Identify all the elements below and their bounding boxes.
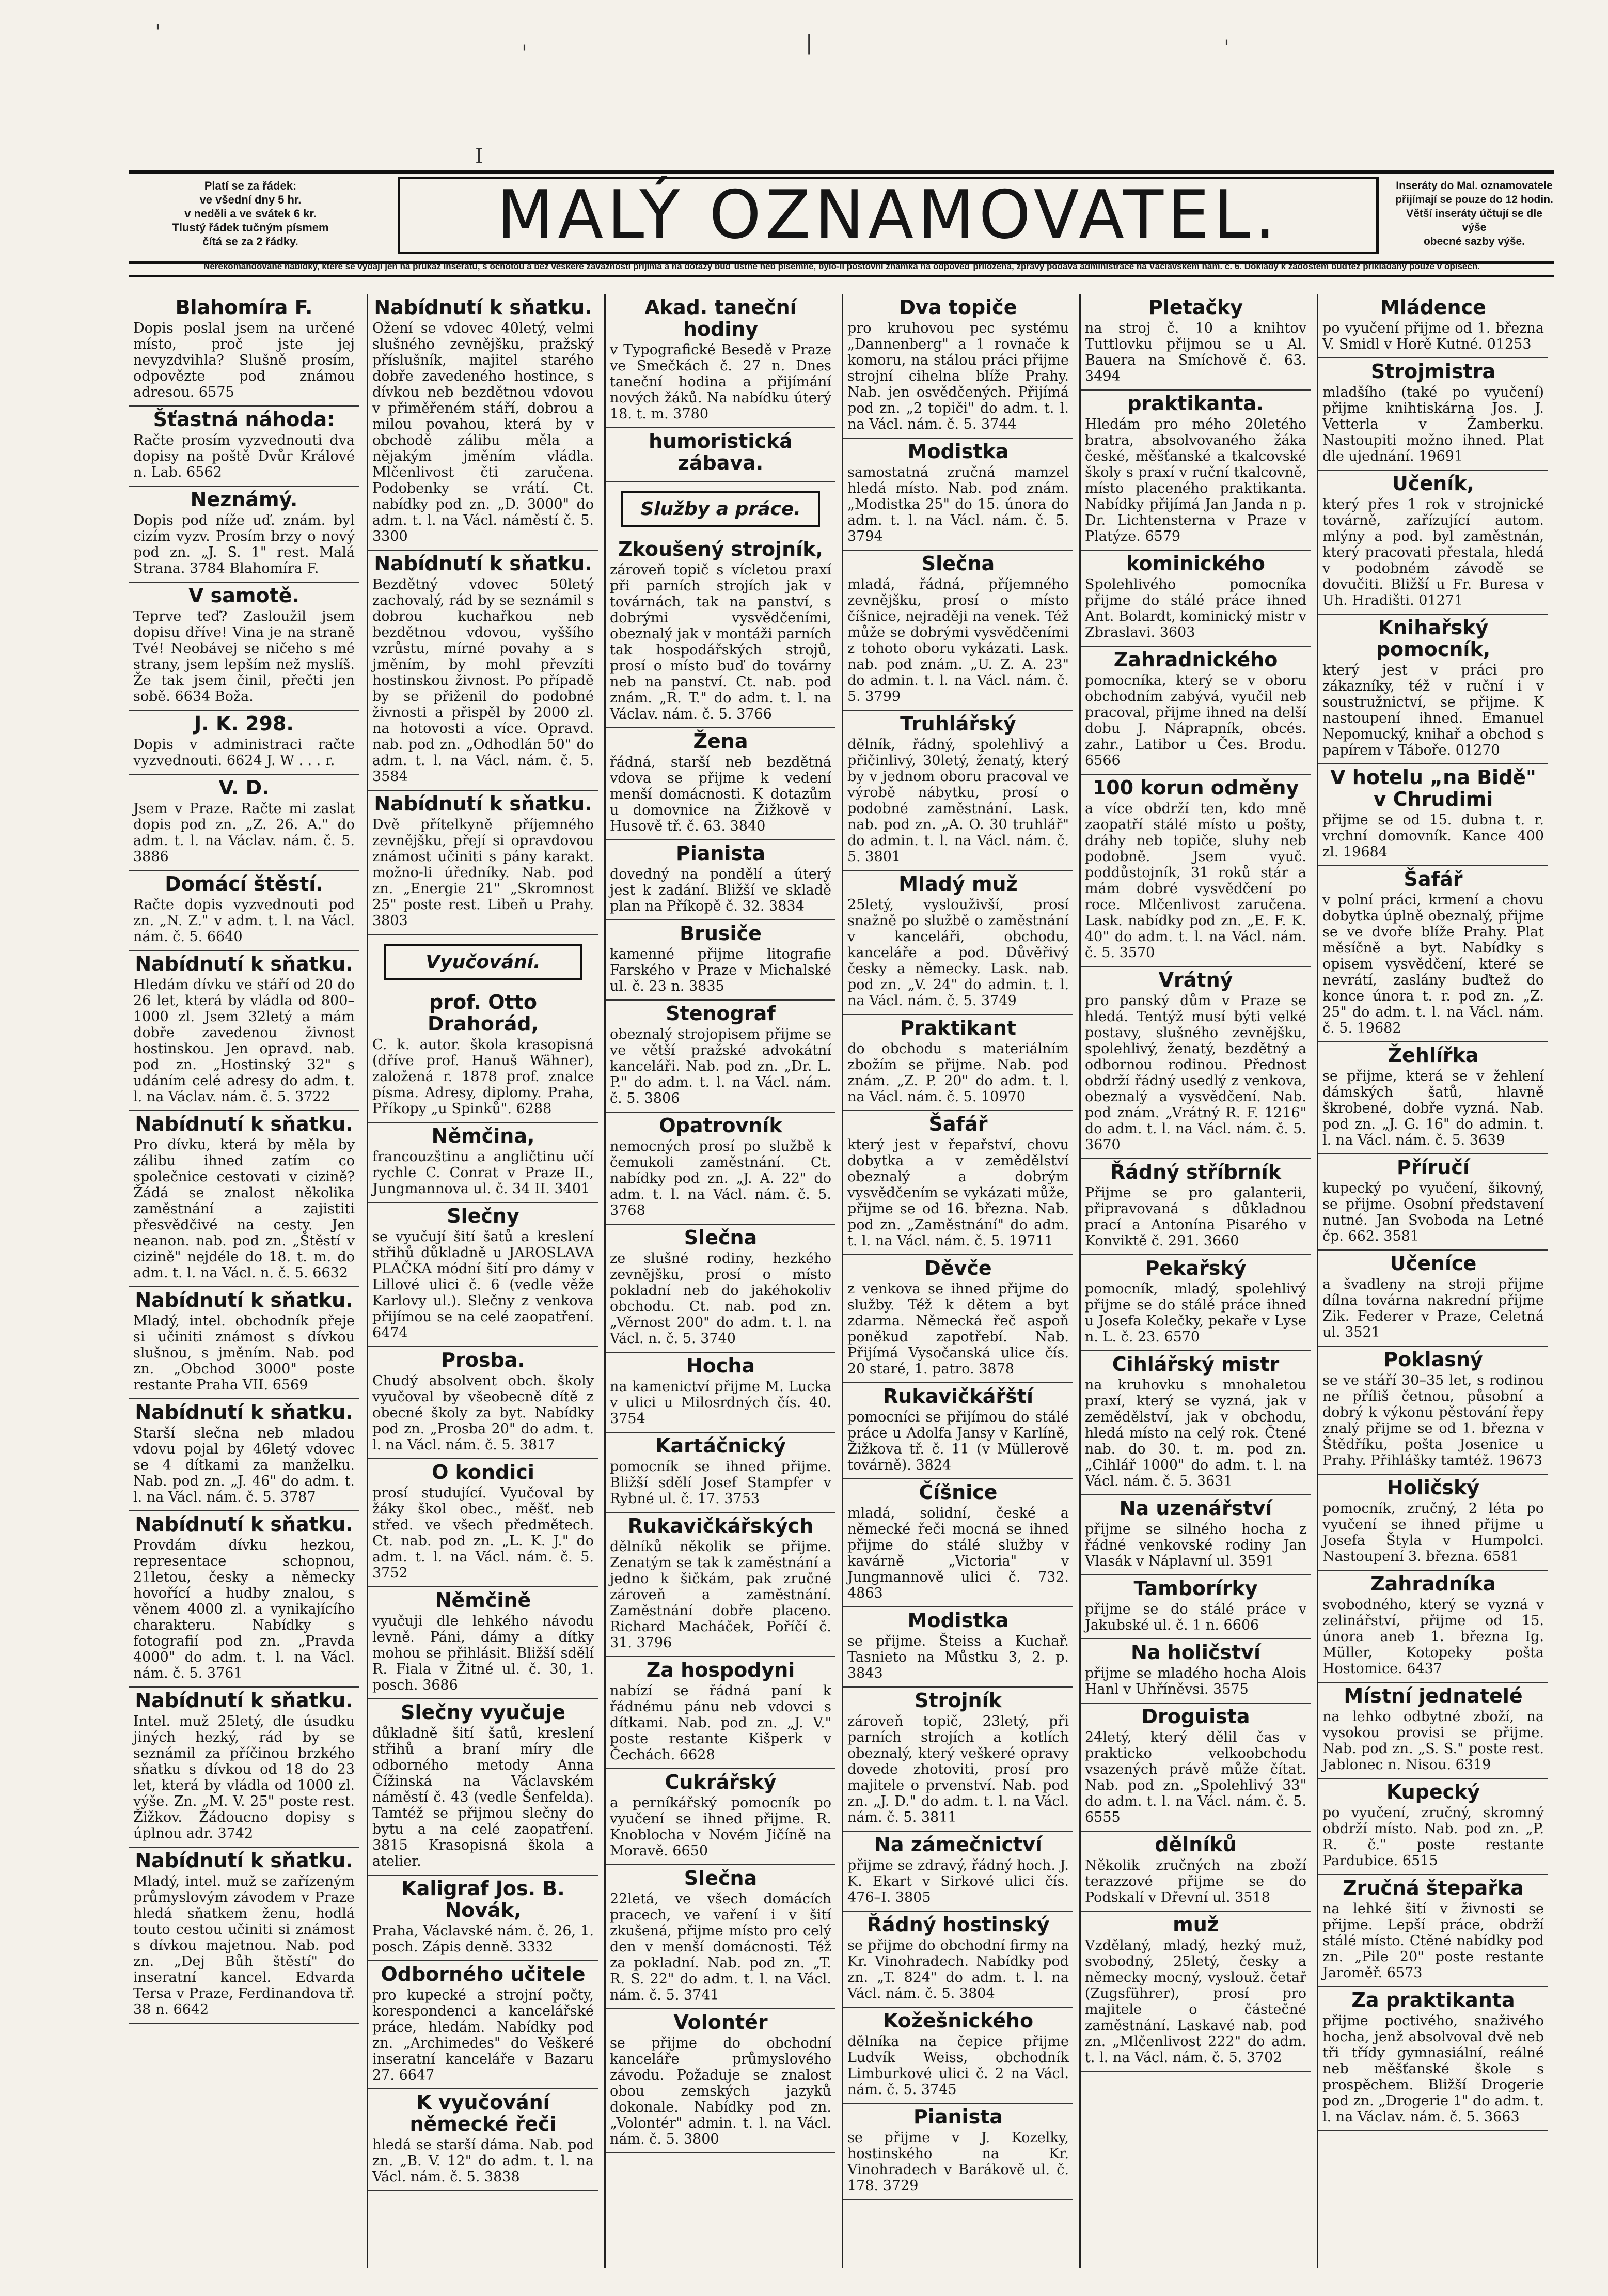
ad-text: a perníkářský pomocník po vyučení se ihned přijme. R. Knoblocha v Novém Jičíně na Moravě. 6650 [610,1795,831,1859]
ad-title: praktikanta. [1127,392,1264,415]
ad-title: Dva topiče [899,296,1017,319]
ad-text: nemocných prosí po službě k čemukoli zaměstnání. Ct. nabídky pod zn. „J. A. 22" do adm. t. l. na Václ. nám. č. 5. 3768 [610,1138,831,1219]
classified-ad [1318,1042,1548,1154]
ad-column [1079,294,1311,2268]
ad-text: obeznalý strojopisem přijme se ve větší pražské advokátní kanceláři. Nab. pod zn. „Dr. L. P." do adm. t. l. na Václ. nám. č. 5. 3806 [610,1026,831,1106]
price-line: Platí se za řádek: [204,179,297,192]
ad-text: se vyučují šití šatů a kreslení střihů důkladně u JAROSLAVA PLAČKA módní šití pro dámy v Lillové ulici č. 6 (vedle věže Karlovy ul.). Slečny z venkova přijímou se na celé zaopatření. 6474 [372,1229,594,1341]
ad-text: vyučuji dle lehkého návodu levně. Páni, dámy a dítky mohou se přihlásit. Bližší sdělí R. Fiala v Žitné ul. č. 30, 1. posch. 3686 [372,1613,594,1693]
ad-text: pomocníka, který se v oboru obchodním zabývá, vyučil neb pracoval, přijme ihned na delší dobu J. Náprapník, obcés. zahr., Latibor u Čes. Brodu. 6566 [1085,673,1306,769]
classified-ad [368,2089,598,2191]
ad-title: Slečna [684,1867,758,1889]
ad-title: Za praktikanta [1351,1989,1515,2011]
ad-text: Starší slečna neb mladou vdovu pojal by 46letý vdovec se 4 dítkami za manželku. Nab. pod zn. „J. 46" do adm. t. l. na Václ. nám. č. 5. 3787 [133,1425,355,1505]
ad-title: Číšnice [919,1481,998,1504]
ad-text: Hledám pro mého 20letého bratra, absolvovaného žáka české, měšťanské a tkalcovské školy s praxí v ruční tkalcovně, místo placeného praktikanta. Nabídky přijímá Jan Janda n p. Dr. Lichtensterna v Praze v Platýze. 6579 [1085,416,1306,544]
ad-title: Šafář [1404,868,1463,891]
ad-title: Blahomíra F. [175,296,313,319]
ad-title: Za hospodyni [646,1659,795,1681]
classified-ad [129,951,359,1111]
ad-title: Šafář [928,1113,988,1135]
scan-mark: | [806,31,813,55]
classified-ad [843,871,1073,1015]
classified-ad [843,1912,1073,2008]
ad-text: a švadleny na stroji přijme dílna továrna nakrední přijme Zik. Federer v Praze, Celetná ul. 3521 [1322,1276,1544,1340]
classified-ad [368,1123,598,1203]
ad-text: Několik zručných na zboží terazzové přijme se do Podskalí v Dřevní ul. 3518 [1085,1857,1306,1905]
ad-title: Nabídnutí k sňatku. [135,1289,353,1311]
ad-text: Dopis pod níže uď. znám. byl cizím vyzv. Prosím brzy o nový pod zn. „J. S. 1" rest. Malá Strana. 3784 Blahomíra F. [133,512,355,576]
classified-ad [1318,471,1548,615]
classified-ad [1081,1832,1311,1912]
classified-ad [606,1433,835,1513]
ad-text: ze slušné rodiny, hezkého zevnějšku, prosí o místo pokladní neb do jakéhokoliv obchodu. Ct. nab. pod zn. „Věrnost 200" do adm. t. l. na Václ. n. č. 5. 3740 [610,1251,831,1347]
ad-title: muž [1173,1913,1219,1936]
section-heading: Vyučování. [384,944,582,980]
ad-text: který jest v řepařství, chovu dobytka a v zemědělství obeznalý a dobrým vysvědčením se vykázati může, přijme se od 16. března. Nab. pod zn. „Zaměstnání" do adm. t. l. na Václ. nám. č. 5. 19711 [847,1137,1069,1249]
classified-ad [606,840,835,920]
classified-ad [368,1203,598,1347]
classified-ad [606,2009,835,2153]
classified-ad [606,1225,835,1353]
ad-title: Praktikant [900,1017,1016,1039]
ad-title: Odborného učitele [381,1963,586,1986]
classified-ad [1318,1987,1548,2131]
ad-text: na stroj č. 10 a knihtov Tuttlovku přijmou se u Al. Bauera na Smíchově č. 63. 3494 [1085,320,1306,384]
classified-ad [129,871,359,951]
ad-text: Spolehlivého pomocníka přijme do stálé práce ihned Ant. Bolardt, kominický mistr v Zbraslavi. 3603 [1085,576,1306,641]
ad-title: Řádný stříbrník [1110,1161,1281,1183]
ad-text: pomocník se ihned přijme. Bližší sdělí Josef Stampfer v Rybné ul. č. 17. 3753 [610,1459,831,1507]
ad-title: Neznámý. [190,488,298,511]
classified-ad [606,1113,835,1225]
classified-ad [129,1848,359,2024]
ad-text: hledá se starší dáma. Nab. pod zn. „B. V. 12" do adm. t. l. na Václ. nám. č. 5. 3838 [372,2137,594,2185]
classified-ad [606,294,835,428]
ad-title: Zkoušený strojník, [618,538,823,560]
ad-title: humoristická zábava. [649,430,793,474]
classified-ad [1081,1255,1311,1351]
ad-title: Pianista [675,842,766,865]
classified-ad [1081,775,1311,967]
ad-text: po vyučení, zručný, skromný obdrží místo. Nab. pod zn. „P. R. č." poste restante Pardubice. 6515 [1322,1805,1544,1869]
classified-ad [606,536,835,728]
classified-ad [1318,358,1548,471]
classified-ad [843,1383,1073,1479]
ad-text: mladšího (také po vyučení) přijme knihtiskárna Jos. J. Vetterla v Žamberku. Nastoupiti možno ihned. Plat dle ujednání. 19691 [1322,384,1544,464]
ad-text: pomocník, mladý, spolehlivý přijme se do stálé práce ihned u Josefa Kolečky, pekaře v Lyse n. L. č. 23. 6570 [1085,1281,1306,1345]
ad-title: Pekařský [1145,1257,1247,1279]
ad-title: Žehlířka [1388,1044,1479,1067]
ad-text: na kruhovku s mnohaletou praxí, který se vyzná, jak v zemědělství, jak v obchodu, hledá místo na celý rok. Čtené nab. do 30. t. m. pod zn. „Cihlář 1000" do adm. t. l. na Václ. nám. č. 5. 3631 [1085,1377,1306,1489]
classified-ad [1318,1475,1548,1571]
ad-title: Prosba. [441,1349,525,1371]
ad-columns [129,294,1554,2268]
ad-text: Dopis v administraci račte vyzvednouti. 6624 J. W . . . r. [133,737,355,769]
classified-ad [368,551,598,791]
price-line: čítá se za 2 řádky. [202,235,298,248]
classified-ad [1081,294,1311,391]
ad-text: kupecký po vyučení, šikovný, se přijme. Osobní představení nutné. Jan Svoboda na Letné čp. 662. 3581 [1322,1180,1544,1244]
ad-text: Pro dívku, která by měla by zálibu ihned zatím co společnice cestovati v cizině? Žádá se znalost několika zaměstnání a zajistiti přesvědčivé na cesty. Jen neanon. nab. pod zn. „Štěstí v cizině" nejdéle do 18. t. m. do adm. t. l. na Václ. n. č. 5. 6632 [133,1137,355,1281]
classified-ad [843,439,1073,551]
page-title: MALÝ OZNAMOVATEL. [398,177,1379,254]
ad-text: mladá, solidní, české a německé řeči mocná se ihned přijme do stálé služby v kavárně „Victoria" v Jungmannově ulici č. 732. 4863 [847,1505,1069,1601]
ad-title: Na holičství [1131,1641,1260,1664]
ad-text: Dopis poslal jsem na určené místo, proč jste jej nevyzdvihla? Slušně prosím, odpovězte pod známou adresou. 6575 [133,320,355,400]
ad-title: Kartáčnický [655,1434,786,1457]
classified-ad [129,1399,359,1511]
classified-ad [1318,1571,1548,1683]
ad-title: 100 korun odměny [1092,776,1299,799]
ad-text: v polní práci, krmení a chovu dobytka úplně obeznalý, přijme se ve dvoře blíže Prahy. Plat měsíčně a byt. Nabídky s opisem vysvědčení, které se nevrátí, zaslány buďtež do konce února t. r. pod zn. „Z. 25" do adm. t. l. na Václ. nám. č. 5. 19682 [1322,892,1544,1036]
ad-title: Zručná štepařka [1343,1877,1524,1899]
classified-ad [606,1769,835,1865]
scan-mark: ' [1224,36,1229,60]
section-heading: Služby a práce. [621,491,820,527]
ad-title: Truhlářský [900,712,1016,735]
classified-ad [129,1688,359,1848]
ad-title: kominického [1126,552,1265,575]
ad-title: Místní jednatelé [1344,1684,1523,1707]
ad-text: 24letý, který dělil čas v prakticko velkoobchodu vsazených právě může čítat. Nab. pod zn. „Spolehlivý 33" do adm. t. l. na Václ. nám. č. 5. 6555 [1085,1729,1306,1825]
ad-title: Pianista [913,2105,1003,2128]
ad-title: K vyučování německé řeči [409,2091,557,2135]
ad-title: Hocha [686,1354,755,1377]
ad-text: Dvě přítelkyně příjemného zevnějšku, přejí si opravdovou známost učiniti s pány karakt. možno-li úředníky. Nab. pod zn. „Energie 21" „Skromnost 25" poste rest. Libeň u Prahy. 3803 [372,817,594,929]
classified-ad [606,1353,835,1433]
classified-ad [843,2008,1073,2104]
classified-ad [1081,647,1311,775]
ad-text: se ve stáří 30–35 let, s rodinou ne příliš četnou, působní a dobrý k výkonu pěstování řepy znalý přijme se od 1. března v Štědříku, pošta Josenice u Prahy. Přihlášky tamtéž. 19673 [1322,1372,1544,1469]
ad-title: Modistka [907,440,1009,463]
ad-title: V samotě. [188,584,299,607]
classified-ad [606,920,835,1001]
ad-text: přijme se od 15. dubna t. r. vrchní domovník. Kance 400 zl. 19684 [1322,812,1544,860]
classified-ad [368,989,598,1123]
ad-title: Pletačky [1148,296,1243,319]
classified-ad [1318,1875,1548,1987]
ad-title: Na uzenářství [1119,1497,1272,1520]
ad-title: V hotelu „na Bidě" v Chrudimi [1330,766,1536,810]
ad-title: Akad. taneční hodiny [644,296,797,340]
ad-column [129,294,359,2268]
ad-text: Vzdělaný, mladý, hezký muž, svobodný, 25letý, česky a německy mocný, vyslouž. četař (Zugsführer), prosí pro majitele o částečné zaměstnání. Laskavé nab. pod zn. „Mlčenlivost 222" do adm. t. l. na Václ. nám. č. 5. 3702 [1085,1938,1306,2066]
classified-ad [1081,1639,1311,1704]
classified-ad [129,294,359,407]
ad-title: Strojník [915,1689,1002,1712]
ad-text: po vyučení přijme od 1. března V. Smidl v Horě Kutné. 01253 [1322,320,1544,352]
ad-title: prof. Otto Drahorád, [427,991,539,1035]
classified-ad [606,1513,835,1657]
ad-title: O kondici [432,1461,534,1483]
ad-title: Učeník, [1392,472,1474,495]
ad-title: Zahradníka [1370,1572,1496,1595]
classified-ad [843,1479,1073,1607]
classified-ad [1318,866,1548,1042]
ad-title: Příručí [1397,1156,1470,1179]
ad-text: 22letá, ve všech domácích pracech, ve vaření i v šití zkušená, přijme místo pro celý den v menší domácnosti. Též za pokladní. Nab. pod zn. „T. R. S. 22" do adm. t. l. na Václ. nám. č. 5. 3741 [610,1891,831,2003]
ad-text: se přijme v J. Kozelky, hostinského na Kr. Vinohradech v Barákově ul. č. 178. 3729 [847,2130,1069,2194]
ad-title: Nabídnutí k sňatku. [135,952,353,975]
ad-column [367,294,598,2268]
ad-title: J. K. 298. [194,712,294,735]
ad-text: v Typografické Besedě v Praze ve Smečkách č. 27 n. Dnes taneční hodina a přijímání nových žáků. Na nabídku úterý 18. t. m. 3780 [610,342,831,422]
classified-ad [368,1347,598,1459]
ad-title: Na zámečnictví [874,1833,1042,1856]
classified-ad [368,1876,598,1961]
ad-text: Chudý absolvent obch. školy vyučoval by všeobecně dítě z obecné školy za byt. Nabídky pod zn. „Prosba 20" do adm. t. l. na Václ. nám. č. 5. 3817 [372,1373,594,1453]
classified-ad [1081,1351,1311,1495]
ad-text: přijme se silného hocha z řádné venkovské rodiny Jan Vlasák v Náplavní ul. 3591 [1085,1521,1306,1569]
classified-ad [129,407,359,487]
classified-ad [1318,1154,1548,1251]
ad-text: na kamenictví přijme M. Lucka v ulici u Milosrdných čís. 40. 3754 [610,1379,831,1427]
classified-ad [368,294,598,551]
ad-title: Mládence [1380,296,1486,319]
classified-ad [606,428,835,482]
ad-text: Račte prosím vyzvednouti dva dopisy na poště Dvůr Králové n. Lab. 6562 [133,432,355,480]
scan-mark: ' [155,21,161,44]
ad-title: Stenograf [666,1002,776,1025]
ad-title: Volontér [673,2011,768,2034]
ad-title: Slečna [684,1226,758,1249]
ad-title: Kupecký [1386,1780,1480,1803]
classified-ad [1318,1779,1548,1875]
ad-title: V. D. [218,776,270,799]
classified-ad [368,1459,598,1587]
ad-text: pomocníci se přijímou do stálé práce u Adolfa Jansy v Karlíně, Žižkova tř. č. 11 (v Müllerově továrně). 3824 [847,1409,1069,1473]
ad-title: Tamborírky [1133,1577,1258,1600]
ad-text: přijme se zdravý, řádný hoch. J. K. Ekart v Sirkové ulici čís. 476–I. 3805 [847,1857,1069,1905]
ad-title: Mladý muž [898,872,1018,895]
classified-ad [606,728,835,840]
ad-text: dělníků několik se přijme. Zenatým se tak k zaměstnání a jedno k šičkám, pak zručné zároveň a zaměstnání. Zaměstnání dobře placeno. Richard Macháček, Poříčí č. 31. 3796 [610,1539,831,1651]
classified-ad [129,1111,359,1287]
info-line: obecné sazby výše. [1423,236,1525,247]
ad-title: Slečny [447,1205,519,1227]
ad-text: zároveň topič s vícletou praxí při parních strojích jak v továrnách, tak na panství, s dobrými vysvědčeními, obeznalý jak v montáži parních tak hospodářských strojů, prosí o místo buď do továrny neb na panství. Ct. nab. pod znám. „R. T." do adm. t. l. na Václav. nám. č. 5. 3766 [610,562,831,722]
ad-text: C. k. autor. škola krasopisná (dříve prof. Hanuš Wähner), založená r. 1878 prof. znalce písma. Adresy, diplomy. Praha, Příkopy „u Spinků". 6288 [372,1037,594,1117]
masthead [129,170,1554,264]
ad-text: přijme se mladého hocha Alois Hanl v Uhříněvsi. 3575 [1085,1665,1306,1697]
ad-title: Rukavičkářských [627,1514,814,1537]
price-line: ve všední dny 5 hr. [199,193,302,206]
classified-ad [843,1111,1073,1255]
ad-text: Intel. muž 25letý, dle úsudku jiných hezký, rád by se seznámil za příčinou brzkého sňatku s dívkou od 18 do 23 let, která by vládla od 1000 zl. výše. Zn. „M. V. 25" poste rest. Žižkov. Žádoucno dopisy s úplnou adr. 3742 [133,1713,355,1841]
classified-ad [843,1607,1073,1688]
classified-ad [129,583,359,711]
ad-text: do obchodu s materiálním zbožím se přijme. Nab. pod znám. „Z. P. 20" do adm. t. l. na Václ. nám. č. 5. 10970 [847,1041,1069,1105]
info-line: Inseráty do Mal. oznamovatele [1396,180,1553,192]
classified-ad [129,1511,359,1688]
classified-ad [129,775,359,871]
ad-text: prosí studující. Vyučoval by žáky škol obec., měšť. neb střed. ve všech předmětech. Ct. nab. pod zn. „L. K. J." do adm. t. l. na Václ. nám. č. 5. 3752 [372,1485,594,1581]
ad-text: francouzštinu a angličtinu učí rychle C. Conrat v Praze II., Jungmannova ul. č. 34 II. 3401 [372,1149,594,1197]
price-line: Tlustý řádek tučným písmem [172,221,329,234]
ad-title: Domácí štěstí. [165,872,323,895]
notice-line: Nerekomandované nabídky, které se vydají jen na průkaz inserátu, s ochotou a bez veškeré závaznosti přijímá a na dotazy buď ústně neb písemně, bylo-li poštovní známka na odpověď přiložena, zprávy podává administrace na Václavském nám. č. 6. Doklady k žádostem buďtež přikládány pouze v opisech. [129,261,1554,277]
classified-ad [1318,1251,1548,1347]
ad-title: Vrátný [1158,969,1233,991]
ad-column [1317,294,1548,2268]
ad-text: Mladý, intel. obchodník přeje si učiniti známost s dívkou slušnou, s jměním. Nab. pod zn. „Obchod 3000" poste restante Praha VII. 6569 [133,1313,355,1393]
classified-ad [1318,294,1548,358]
classified-ad [129,487,359,583]
ad-text: pro kupecké a strojní počty, korespondenci a kancelářské práce, hledám. Nabídky pod zn. „Archimedes" do Veškeré inseratní kanceláře v Bazaru 27. 6647 [372,1987,594,2083]
classified-ad [368,1699,598,1876]
ad-title: Cukrářský [665,1771,777,1793]
ad-title: Holičský [1386,1476,1480,1499]
classified-ad [843,1832,1073,1912]
ad-text: nabízí se řádná paní k řádnému pánu neb vdovci s dítkami. Nab. pod zn. „J. V." poste restante Kišperk v Čechách. 6628 [610,1683,831,1763]
ad-title: Učeníce [1390,1252,1477,1275]
ad-text: Praha, Václavské nám. č. 26, 1. posch. Zápis denně. 3332 [372,1923,594,1955]
ad-title: Nabídnutí k sňatku. [374,296,592,319]
info-line: Větší inseráty účtují se dle výše [1406,208,1542,233]
ad-text: přijme poctivého, snaživého hocha, jenž absolvoval dvě neb tři třídy gymnasiální, reálné neb měšťanské škole s prospěchem. Bližší Drogerie pod zn. „Drogerie 1" do adm. t. l. na Václav. nám. č. 5. 3663 [1322,2013,1544,2125]
ad-title: Řádný hostinský [866,1913,1050,1936]
ad-text: kamenné přijme litografie Farského v Praze v Michalské ul. č. 23 n. 3835 [610,946,831,994]
ad-title: Nabídnutí k sňatku. [374,792,592,815]
ad-text: Ožení se vdovec 40letý, velmi slušného zevnějšku, pražský příslušník, majitel starého dobře zavedeného hostince, s dívkou neb bezdětnou vdovou v přiměřeném stáří, dobrou a milou povahou, která by v obchodě zálibu měla a nějakým jměním vládla. Mlčenlivost čti zaručena. Podobenky se vrátí. Ct. nabídky pod zn. „D. 3000" do adm. t. l. na Václ. náměstí č. 5. 3300 [372,320,594,544]
ad-text: a více obdrží ten, kdo mně zaopatří stálé místo u pošty, dráhy neb topiče, sluhy neb podobně. Jsem vyuč. poddůstojník, 31 roků stár a mám dobré vysvědčení po roce. Mlčenlivost zaručena. Lask. nabídky pod zn. „E. F. K. 40" do adm. t. l. na Václ. nám. č. 5. 3570 [1085,801,1306,961]
ad-title: Šťastná náhoda: [153,408,335,431]
ad-title: Brusiče [680,922,762,945]
ad-text: Hledám dívku ve stáří od 20 do 26 let, která by vládla od 800–1000 zl. Jsem 32letý a mám dobře zavedenou živnost hostinskou. Jen opravd. nab. pod zn. „Hostinský 32" s udáním celé adresy do adm. t. l. na Václav. nám. č. 5. 3722 [133,977,355,1105]
ad-text: se přijme. Šteiss a Kuchař. Tasnieto na Můstku 3, 2. p. 3843 [847,1633,1069,1681]
ad-title: Nabídnutí k sňatku. [135,1113,353,1135]
classified-ad [843,1255,1073,1383]
ad-text: pro panský dům v Praze se hledá. Tentýž musí býti velké postavy, slušného zevnějšku, spolehlivý, ženatý, bezdětný a odbornou rodinou. Přednost obdrží řádný usedlý z venkova, obeznalý a vysvědčení. Nab. pod znám. „Vrátný R. F. 1216" do adm. t. l. na Václ. nám. č. 5. 3670 [1085,993,1306,1153]
ad-text: mladá, řádná, příjemného zevnějšku, prosí o místo číšnice, nejraději na venek. Též může se dobrými vysvědčeními z tohoto oboru vykázati. Lask. nab. pod znám. „U. Z. A. 23" do admin. t. l. na Václ. nám. č. 5. 3799 [847,576,1069,705]
classified-ad [606,1657,835,1769]
ad-text: Račte dopis vyzvednouti pod zn. „N. Z." v adm. t. l. na Václ. nám. č. 5. 6640 [133,897,355,945]
ad-title: Droguista [1141,1705,1250,1728]
ad-title: Nabídnutí k sňatku. [135,1401,353,1424]
classified-ad [368,1587,598,1699]
ad-title: Nabídnutí k sňatku. [135,1849,353,1872]
ad-title: Knihařský pomocník, [1376,616,1491,661]
ad-text: Provdám dívku hezkou, representace schopnou, 21letou, česky a německy hovořící a hudby znalou, s věnem 4000 zl. a vynikajícího charakteru. Nabídky s fotografií pod zn. „Pravda 4000" do adm. t. l. na Václ. nám. č. 5. 3761 [133,1537,355,1681]
ad-text: 25letý, vyslouživší, prosí snažně po službě o zaměstnání v kanceláři, obchodu, kanceláře a pod. Důvěřivý česky a německy. Lask. nab. pod zn. „V. 24" do admin. t. l. na Václ. nám. č. 5. 3749 [847,897,1069,1009]
ad-text: se přijme, která se v žehlení dámských šatů, hlavně škrobené, dobře vyzná. Nab. pod zn. „J. G. 16" do admin. t. l. na Václ. nám. č. 5. 3639 [1322,1068,1544,1148]
ad-title: Nabídnutí k sňatku. [135,1513,353,1536]
classified-ad [843,711,1073,871]
ad-title: Slečny vyučuje [401,1701,565,1724]
ad-text: dělník, řádný, spolehlivý a přičinlivý, 30letý, ženatý, který by v jednom oboru pracoval ve výrobě nábytku, prosí o podobné zaměstnání. Lask. nab. pod zn. „A. O. 30 truhlář" do admin. t. l. na Václ. nám. č. 5. 3801 [847,737,1069,865]
classified-ad [1318,615,1548,764]
ad-text: který jest v práci pro zákazníky, též v ruční i v soustružnictví, se přijme. K nastoupení ihned. Emanuel Nepomucký, knihař a obchod s papírem v Táboře. 01270 [1322,662,1544,758]
ad-text: se přijme do obchodní kanceláře průmyslového závodu. Požaduje se znalost obou zemských jazyků dokonale. Nabídky pod zn. „Volontér" admin. t. l. na Václ. nám. č. 5. 3800 [610,2035,831,2147]
classified-ad [1081,1575,1311,1639]
ad-text: pomocník, zručný, 2 léta po vyučení se ihned přijme u Josefa Štyla v Humpolci. Nastoupení 3. března. 6581 [1322,1501,1544,1565]
classified-ad [129,711,359,775]
ad-text: svobodného, který se vyzná v zelinářství, přijme od 15. února aneb 1. března Ig. Müller, Kotopeky pošta Hostomice. 6437 [1322,1597,1544,1677]
ad-title: Cihlářský mistr [1112,1353,1280,1376]
classified-ad [1318,1347,1548,1475]
ad-text: který přes 1 rok v strojnické továrně, zařízující autom. mlýny a pod. byl zaměstnán, který pracovati přestala, hledá v podobném závodě se dovučiti. Bližší u Fr. Buresa v Uh. Hradišti. 01271 [1322,496,1544,608]
ad-text: dovedný na pondělí a úterý jest k zadání. Bližší ve skladě plan na Příkopě č. 32. 3834 [610,866,831,914]
classified-ad [1318,1683,1548,1779]
ad-title: Zahradnického [1113,648,1278,671]
ad-title: Nabídnutí k sňatku. [374,552,592,575]
classified-ad [368,1961,598,2089]
ad-title: Děvče [924,1257,992,1279]
classified-ad [1081,967,1311,1159]
ad-title: Opatrovník [659,1114,782,1137]
classified-ad [1081,1912,1311,2072]
ad-text: samostatná zručná mamzel hledá místo. Nab. pod znám. „Modistka 25" do 15. února do adm. t. l. na Václ. nám. č. 5. 3794 [847,464,1069,544]
classified-ad [368,791,598,935]
classified-ad [129,1287,359,1399]
ad-text: Mladý, intel. muž se zařízeným průmyslovým závodem v Praze hledá sňatkem ženu, hodlá touto cestou učiniti si známost s dívkou majetnou. Nab. pod zn. „Dej Bůh štěstí" do inseratní kancel. Edvarda Tersa v Praze, Ferdinandova tř. 38 n. 6642 [133,1873,355,2018]
ad-text: Bezdětný vdovec 50letý zachovalý, rád by se seznámil s dobrou kuchařkou neb bezdětnou vdovou, vyššího vzrůstu, mírné povahy a s jměním, by mohl převzíti hostinskou živnost. Po případě by se přiženil do podobné živnosti a přispěl by 2000 zl. na hotovosti a více. Opravd. nab. pod zn. „Odhodlán 50" do adm. t. l. na Václ. nám. č. 5. 3584 [372,576,594,785]
classified-ad [843,551,1073,711]
classified-ad [1081,391,1311,551]
ad-title: Kaligraf Jos. B. Novák, [401,1877,565,1922]
ad-text: Přijme se pro galanterii, připravovaná s důkladnou prací a Antonína Pisarého v Konviktě č. 291. 3660 [1085,1185,1306,1249]
classified-ad [843,1688,1073,1832]
ad-title: Nabídnutí k sňatku. [135,1689,353,1712]
ad-title: Rukavičkářští [882,1385,1033,1408]
inserate-info-box [1394,179,1554,248]
classified-ad [843,2104,1073,2200]
ad-text: důkladně šití šatů, kreslení střihů a braní míry dle odborného metody Anna Čížinská na Václavském náměstí č. 43 (vedle Šenfelda). Tamtéž se přijmou slečny do bytu a na celé zaopatření. 3815 Krasopisná škola a atelier. [372,1725,594,1869]
info-line: přijímají se pouze do 12 hodin. [1395,194,1553,206]
ad-title: Modistka [907,1609,1009,1632]
ad-text: dělníka na čepice přijme Ludvík Weiss, obchodník Limburkové ulici č. 2 na Václ. nám. č. 5. 3745 [847,2034,1069,2098]
ad-title: Němčině [435,1589,531,1612]
ad-text: řádná, starší neb bezdětná vdova se přijme k vedení menší domácnosti. K dotazům u domovnice na Žižkově v Husově tř. č. 63. 3840 [610,754,831,834]
ad-text: Teprve teď? Zasloužil jsem dopisu dříve! Vina je na straně Tvé! Neobávej se ničeho s mé strany, jsem lepším než myslíš. Že tak jsem činil, přečti jen sobě. 6634 Boža. [133,608,355,705]
classified-ad [843,294,1073,439]
classified-ad [1081,551,1311,647]
price-box [129,179,372,248]
ad-title: Žena [693,730,748,753]
ad-title: Strojmistra [1370,360,1496,383]
ad-title: Slečna [921,552,995,575]
classified-ad [843,1015,1073,1111]
ad-column [604,294,835,2268]
classified-ad [606,1865,835,2009]
classified-ad [1081,1495,1311,1575]
ad-text: z venkova se ihned přijme do služby. Též k dětem a byt zdarma. Německá řeč aspoň poněkud zapotřebí. Nab. Přijímá Vysočanská ulice čís. 20 staré, 1. patro. 3878 [847,1281,1069,1377]
scan-mark: ' [522,41,527,65]
ad-text: na lehké šití v živnosti se přijme. Lepší práce, obdrží stálé místo. Ctěné nabídky pod zn. „Pile 20" poste restante Jaroměř. 6573 [1322,1901,1544,1981]
ad-title: dělníků [1155,1833,1237,1856]
ad-text: přijme se do stálé práce v Jakubské ul. č. 1 n. 6606 [1085,1601,1306,1633]
ad-text: se přijme do obchodní firmy na Kr. Vinohradech. Nabídky pod zn. „T. 824" do adm. t. l. na Václ. nám. č. 5. 3804 [847,1938,1069,2002]
classified-ad [606,1001,835,1113]
price-line: v neděli a ve svátek 6 kr. [184,207,317,220]
classified-ad [1081,1704,1311,1832]
ad-text: zároveň topič, 23letý, při parních strojích a kotlích obeznalý, který veškeré opravy dovede zhotoviti, prosí pro majitele o prvenství. Nab. pod zn. „J. D." do adm. t. l. na Václ. nám. č. 5. 3811 [847,1713,1069,1825]
ad-title: Poklasný [1383,1348,1483,1371]
classified-ad [1081,1159,1311,1255]
classified-ad [1318,764,1548,866]
ad-text: na lehko odbytné zboží, na vysokou provisi se přijme. Nab. pod zn. „S. S." poste rest. Jablonec n. Nisou. 6319 [1322,1709,1544,1773]
scan-mark: I [475,145,483,168]
ad-title: Němčina, [431,1124,535,1147]
ad-title: Kožešnického [882,2009,1034,2032]
ad-text: Jsem v Praze. Račte mi zaslat dopis pod zn. „Z. 26. A." do adm. t. l. na Václav. nám. č. 5. 3886 [133,801,355,865]
ad-text: pro kruhovou pec systému „Dannenberg" a 1 rovnače k komoru, na stálou práci přijme strojní cihelna blíže Prahy. Nab. jen osvědčených. Přijímá pod zn. „2 topiči" do adm. t. l. na Václ. nám. č. 5. 3744 [847,320,1069,432]
ad-column [842,294,1073,2268]
